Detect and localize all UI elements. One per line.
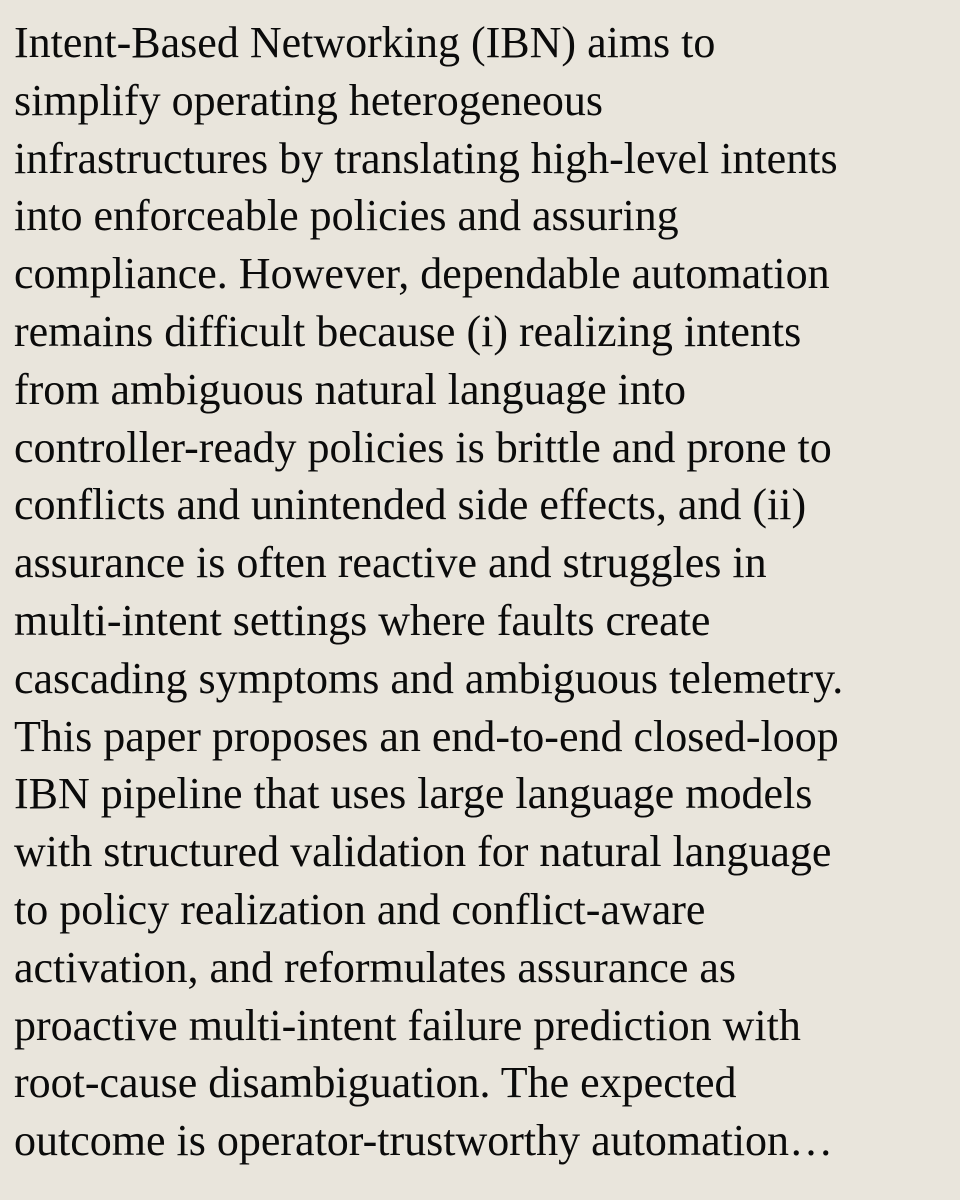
text-line-20: outcome is operator-trustworthy automation… [14, 1116, 834, 1166]
text-line-5: compliance. However, dependable automation [14, 249, 830, 299]
text-line-19: root-cause disambiguation. The expected [14, 1058, 737, 1108]
text-line-2: simplify operating heterogeneous [14, 75, 603, 125]
text-line-13: This paper proposes an end-to-end closed-loop [14, 711, 839, 761]
text-line-18: proactive multi-intent failure prediction with [14, 1000, 801, 1050]
text-line-16: to policy realization and conflict-aware [14, 884, 706, 934]
text-line-17: activation, and reformulates assurance as [14, 942, 737, 992]
text-line-1: Intent-Based Networking (IBN) aims to [14, 18, 716, 67]
text-line-15: with structured validation for natural language [14, 827, 832, 877]
text-line-14: IBN pipeline that uses large language models [14, 769, 813, 819]
text-line-7: from ambiguous natural language into [14, 364, 687, 414]
text-line-9: conflicts and unintended side effects, and (ii) [14, 480, 807, 530]
text-line-10: assurance is often reactive and struggles in [14, 538, 767, 588]
text-line-11: multi-intent settings where faults create [14, 595, 711, 645]
text-line-12: cascading symptoms and ambiguous telemetry. [14, 653, 844, 703]
text-line-4: into enforceable policies and assuring [14, 191, 679, 241]
text-line-6: remains difficult because (i) realizing intents [14, 306, 802, 356]
abstract-paragraph [14, 14, 949, 1170]
text-line-3: infrastructures by translating high-level intents [14, 133, 838, 183]
text-line-8: controller-ready policies is brittle and prone to [14, 422, 832, 472]
